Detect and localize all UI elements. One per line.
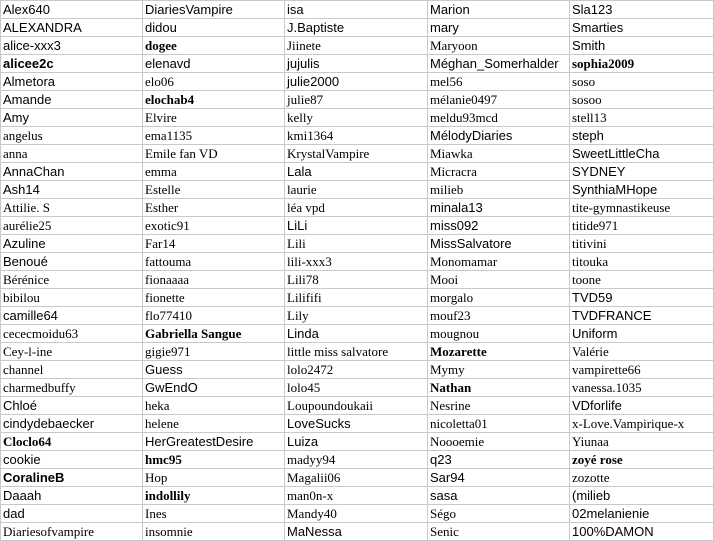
table-cell: Maryoon <box>428 37 570 55</box>
table-cell: sosoo <box>570 91 714 109</box>
table-cell: gigie971 <box>143 343 285 361</box>
table-cell: milieb <box>428 181 570 199</box>
table-cell: LiLi <box>285 217 428 235</box>
table-cell: vanessa.1035 <box>570 379 714 397</box>
table-cell: Lili78 <box>285 271 428 289</box>
table-cell: kmi1364 <box>285 127 428 145</box>
table-cell: mel56 <box>428 73 570 91</box>
table-cell: Marion <box>428 1 570 19</box>
table-cell: exotic91 <box>143 217 285 235</box>
table-cell: Lili <box>285 235 428 253</box>
table-cell: 100%DAMON <box>570 523 714 541</box>
table-cell: Emile fan VD <box>143 145 285 163</box>
table-cell: charmedbuffy <box>1 379 143 397</box>
table-row <box>1 127 714 145</box>
table-cell: zoyé rose <box>570 451 714 469</box>
table-cell: miss092 <box>428 217 570 235</box>
table-row <box>1 253 714 271</box>
table-cell: titide971 <box>570 217 714 235</box>
table-cell: GwEndO <box>143 379 285 397</box>
table-cell: Lily <box>285 307 428 325</box>
table-cell: titouka <box>570 253 714 271</box>
table-row <box>1 163 714 181</box>
table-cell: Far14 <box>143 235 285 253</box>
table-row <box>1 307 714 325</box>
table-row <box>1 289 714 307</box>
table-cell: Loupoundoukaii <box>285 397 428 415</box>
table-cell: Lilififi <box>285 289 428 307</box>
table-cell: elenavd <box>143 55 285 73</box>
table-row <box>1 91 714 109</box>
table-cell: lolo2472 <box>285 361 428 379</box>
table-cell: insomnie <box>143 523 285 541</box>
table-cell: vampirette66 <box>570 361 714 379</box>
table-cell: Almetora <box>1 73 143 91</box>
table-row <box>1 217 714 235</box>
table-cell: fionette <box>143 289 285 307</box>
table-cell: MissSalvatore <box>428 235 570 253</box>
table-cell: Méghan_Somerhalder <box>428 55 570 73</box>
table-cell: Nesrine <box>428 397 570 415</box>
table-cell: toone <box>570 271 714 289</box>
table-row <box>1 433 714 451</box>
table-cell: cookie <box>1 451 143 469</box>
table-cell: mélanie0497 <box>428 91 570 109</box>
table-cell: HerGreatestDesire <box>143 433 285 451</box>
table-cell: steph <box>570 127 714 145</box>
table-cell: Chloé <box>1 397 143 415</box>
table-cell: KrystalVampire <box>285 145 428 163</box>
table-cell: Guess <box>143 361 285 379</box>
table-cell: Ines <box>143 505 285 523</box>
table-cell: TVDFRANCE <box>570 307 714 325</box>
table-cell: Nathan <box>428 379 570 397</box>
table-cell: titivini <box>570 235 714 253</box>
table-cell: Mymy <box>428 361 570 379</box>
table-row <box>1 1 714 19</box>
table-cell: kelly <box>285 109 428 127</box>
table-cell: lolo45 <box>285 379 428 397</box>
table-cell: Valérie <box>570 343 714 361</box>
table-row <box>1 235 714 253</box>
table-cell: Benoué <box>1 253 143 271</box>
table-row <box>1 451 714 469</box>
table-cell: Smarties <box>570 19 714 37</box>
table-cell: 02melanienie <box>570 505 714 523</box>
table-cell: emma <box>143 163 285 181</box>
table-cell: Daaah <box>1 487 143 505</box>
table-cell: fattouma <box>143 253 285 271</box>
table-cell: alicee2c <box>1 55 143 73</box>
table-cell: Azuline <box>1 235 143 253</box>
table-cell: AnnaChan <box>1 163 143 181</box>
table-cell: SynthiaMHope <box>570 181 714 199</box>
table-cell: Bérénice <box>1 271 143 289</box>
table-row <box>1 523 714 541</box>
table-cell: isa <box>285 1 428 19</box>
table-cell: dogee <box>143 37 285 55</box>
table-cell: little miss salvatore <box>285 343 428 361</box>
table-cell: Lala <box>285 163 428 181</box>
table-cell: cindydebaecker <box>1 415 143 433</box>
table-cell: indollily <box>143 487 285 505</box>
table-cell: julie2000 <box>285 73 428 91</box>
table-cell: Cloclo64 <box>1 433 143 451</box>
table-row <box>1 55 714 73</box>
table-cell: morgalo <box>428 289 570 307</box>
table-cell: nicoletta01 <box>428 415 570 433</box>
table-cell: dad <box>1 505 143 523</box>
table-cell: DiariesVampire <box>143 1 285 19</box>
table-cell: J.Baptiste <box>285 19 428 37</box>
table-cell: Amande <box>1 91 143 109</box>
table-cell: mary <box>428 19 570 37</box>
table-cell: Mozarette <box>428 343 570 361</box>
table-cell: CoralineB <box>1 469 143 487</box>
table-cell: sasa <box>428 487 570 505</box>
table-cell: SYDNEY <box>570 163 714 181</box>
table-cell: fionaaaa <box>143 271 285 289</box>
table-row <box>1 415 714 433</box>
table-cell: Gabriella Sangue <box>143 325 285 343</box>
table-cell: LoveSucks <box>285 415 428 433</box>
table-cell: soso <box>570 73 714 91</box>
table-cell: VDforlife <box>570 397 714 415</box>
table-cell: elochab4 <box>143 91 285 109</box>
table-cell: julie87 <box>285 91 428 109</box>
table-row <box>1 271 714 289</box>
table-cell: (milieb <box>570 487 714 505</box>
table-cell: Ash14 <box>1 181 143 199</box>
table-cell: Miawka <box>428 145 570 163</box>
table-cell: Sar94 <box>428 469 570 487</box>
table-cell: lili-xxx3 <box>285 253 428 271</box>
table-row <box>1 37 714 55</box>
table-cell: TVD59 <box>570 289 714 307</box>
table-cell: channel <box>1 361 143 379</box>
table-cell: man0n-x <box>285 487 428 505</box>
table-cell: ALEXANDRA <box>1 19 143 37</box>
table-cell: cececmoidu63 <box>1 325 143 343</box>
table-row <box>1 487 714 505</box>
table-cell: Cey-l-ine <box>1 343 143 361</box>
table-cell: MaNessa <box>285 523 428 541</box>
table-row <box>1 181 714 199</box>
table-cell: Micracra <box>428 163 570 181</box>
table-cell: Noooemie <box>428 433 570 451</box>
table-cell: minala13 <box>428 199 570 217</box>
table-cell: Elvire <box>143 109 285 127</box>
table-cell: MélodyDiaries <box>428 127 570 145</box>
table-cell: Sla123 <box>570 1 714 19</box>
table-cell: q23 <box>428 451 570 469</box>
table-cell: Estelle <box>143 181 285 199</box>
table-cell: Yiunaa <box>570 433 714 451</box>
table-cell: Jiinete <box>285 37 428 55</box>
table-cell: flo77410 <box>143 307 285 325</box>
table-cell: Attilie. S <box>1 199 143 217</box>
table-cell: Senic <box>428 523 570 541</box>
table-cell: Magalii06 <box>285 469 428 487</box>
table-cell: camille64 <box>1 307 143 325</box>
table-cell: Mooi <box>428 271 570 289</box>
table-cell: alice-xxx3 <box>1 37 143 55</box>
table-cell: elo06 <box>143 73 285 91</box>
username-table-body <box>1 1 714 541</box>
table-row <box>1 325 714 343</box>
table-row <box>1 505 714 523</box>
table-cell: Esther <box>143 199 285 217</box>
table-cell: mougnou <box>428 325 570 343</box>
table-cell: Alex640 <box>1 1 143 19</box>
table-row <box>1 469 714 487</box>
table-cell: madyy94 <box>285 451 428 469</box>
table-cell: heka <box>143 397 285 415</box>
table-cell: meldu93mcd <box>428 109 570 127</box>
table-row <box>1 19 714 37</box>
table-cell: Luiza <box>285 433 428 451</box>
table-cell: laurie <box>285 181 428 199</box>
table-row <box>1 145 714 163</box>
table-cell: Monomamar <box>428 253 570 271</box>
table-cell: anna <box>1 145 143 163</box>
table-cell: didou <box>143 19 285 37</box>
table-cell: zozotte <box>570 469 714 487</box>
table-row <box>1 73 714 91</box>
table-cell: aurélie25 <box>1 217 143 235</box>
table-cell: mouf23 <box>428 307 570 325</box>
table-cell: helene <box>143 415 285 433</box>
table-cell: bibilou <box>1 289 143 307</box>
table-row <box>1 109 714 127</box>
table-cell: sophia2009 <box>570 55 714 73</box>
table-cell: stell13 <box>570 109 714 127</box>
table-cell: Linda <box>285 325 428 343</box>
table-cell: Hop <box>143 469 285 487</box>
table-cell: léa vpd <box>285 199 428 217</box>
table-row <box>1 343 714 361</box>
table-cell: angelus <box>1 127 143 145</box>
table-cell: Ségo <box>428 505 570 523</box>
table-cell: SweetLittleCha <box>570 145 714 163</box>
table-cell: Amy <box>1 109 143 127</box>
table-cell: tite-gymnastikeuse <box>570 199 714 217</box>
table-cell: ema1135 <box>143 127 285 145</box>
table-row <box>1 397 714 415</box>
table-cell: jujulis <box>285 55 428 73</box>
table-row <box>1 199 714 217</box>
table-cell: Smith <box>570 37 714 55</box>
table-cell: hmc95 <box>143 451 285 469</box>
table-row <box>1 361 714 379</box>
table-cell: Diariesofvampire <box>1 523 143 541</box>
table-cell: Uniform <box>570 325 714 343</box>
table-cell: x-Love.Vampirique-x <box>570 415 714 433</box>
table-row <box>1 379 714 397</box>
table-cell: Mandy40 <box>285 505 428 523</box>
